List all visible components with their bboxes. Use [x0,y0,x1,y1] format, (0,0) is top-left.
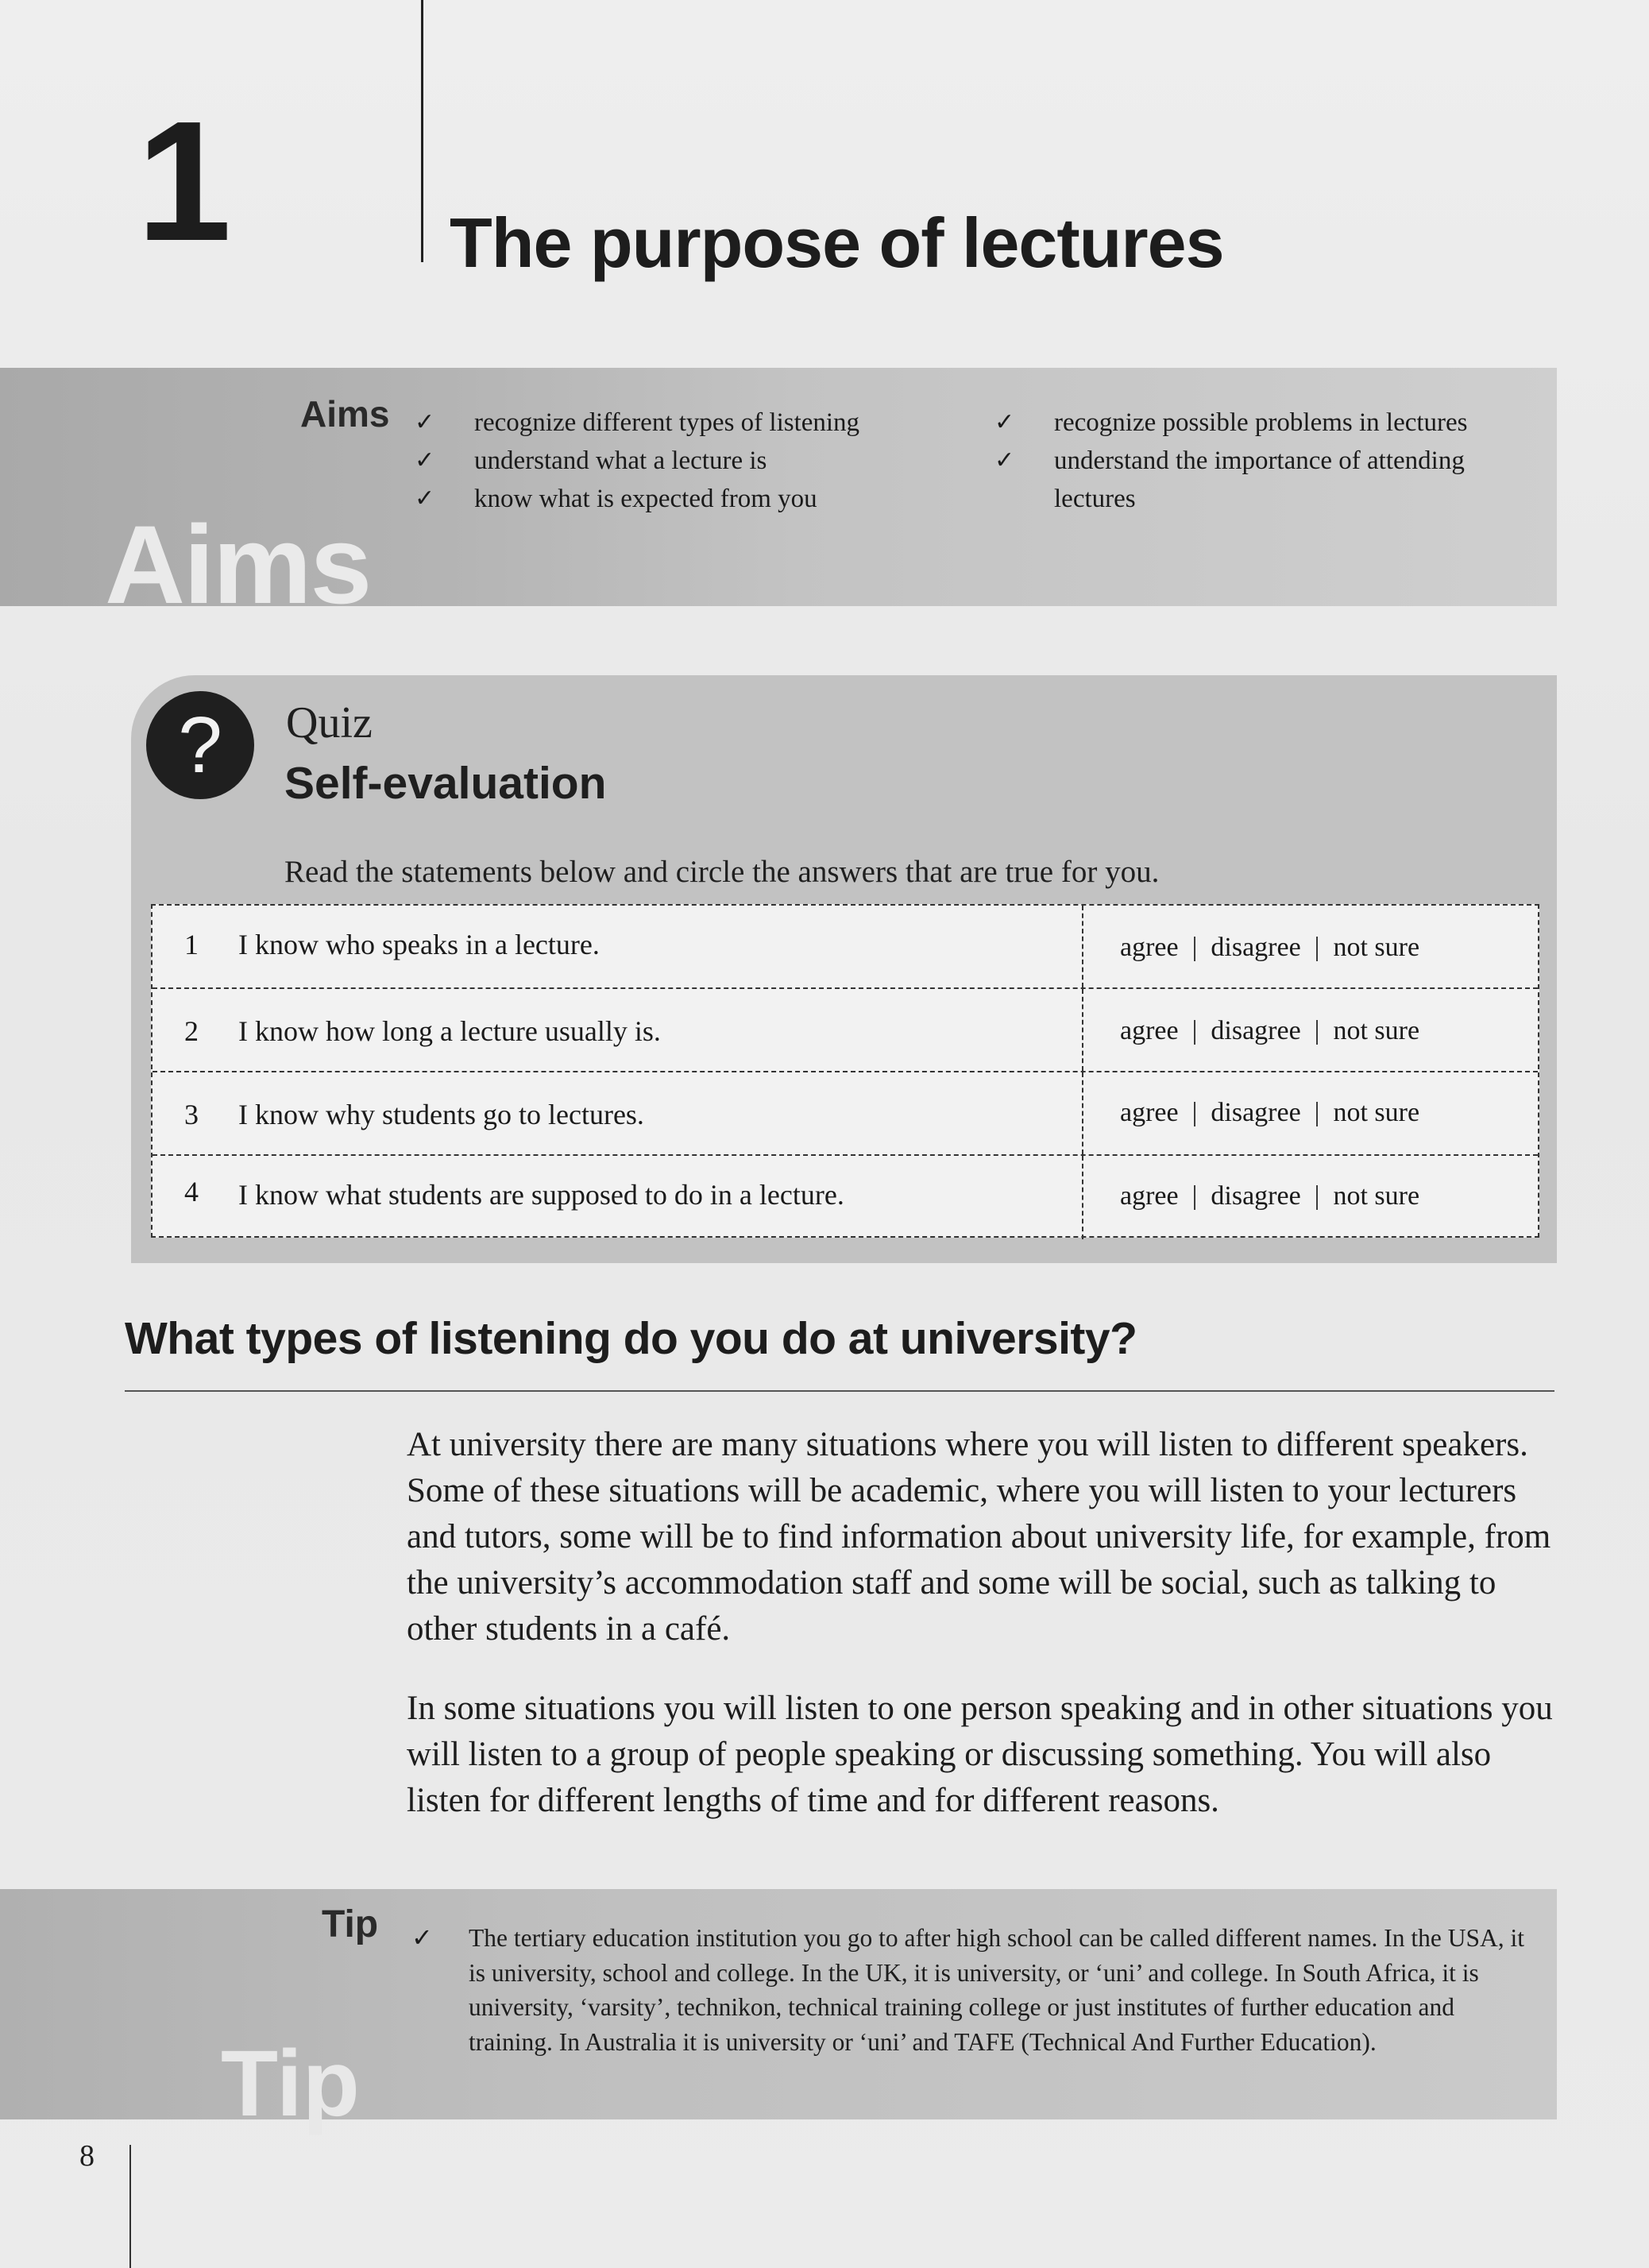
question-mark-icon: ? [146,691,254,799]
check-icon: ✓ [415,408,435,436]
body-paragraph: At university there are many situations where you will listen to different speakers. Some of these situations will be academic, where you will listen to your lecturers and tutors, some will be to find information about university life, for example, from the university’s accommodation staff and some will be social, such as talking to other students in a café. [407,1426,1551,1648]
statement-number: 4 [184,1176,199,1207]
page-number: 8 [79,2139,95,2173]
chapter-number: 1 [137,85,232,276]
aims-item-text: recognize possible problems in lectures [1054,408,1468,437]
statement-text: I know how long a lecture usually is. [238,1015,661,1047]
check-icon: ✓ [415,485,435,512]
quiz-table [151,904,1539,1238]
answer-options[interactable]: agree | disagree | not sure [1120,1098,1420,1127]
aims-item [415,442,955,480]
tip-text: The tertiary education institution you go to after high school can be called different names. In the USA, it is university, school and college. In the UK, it is university, or ‘uni’ and college. In South Africa, it is university, ‘varsity’, technikon, technical training college or just institutes of further education and training. In Australia it is university or ‘uni’ and TAFE (Technical And Further Education). [469,1924,1525,2056]
body-paragraph: In some situations you will listen to one person speaking and in other situations you will listen to a group of people speaking or discussing something. You will also listen for different lengths of time and for different reasons. [407,1690,1553,1819]
check-icon: ✓ [994,408,1015,436]
aims-item [994,404,1551,442]
statement-text: I know who speaks in a lecture. [238,929,600,960]
table-row [153,1156,1538,1239]
table-row [153,906,1538,989]
aims-item [415,404,955,442]
check-icon: ✓ [411,1922,433,1953]
quiz-instruction: Read the statements below and circle the answers that are true for you. [284,855,1160,889]
table-row [153,1072,1538,1156]
tip-ghost-label: Tip [221,2031,360,2136]
statement-text: I know what students are supposed to do in a lecture. [238,1179,844,1211]
statement-number: 3 [184,1099,199,1130]
aims-list-right [994,404,1551,518]
aims-item-text: recognize different types of listening [474,408,860,437]
statement-number: 1 [184,929,199,960]
aims-ghost-label: Aims [105,502,371,627]
column-divider [1082,906,1083,987]
statement-text: I know why students go to lectures. [238,1099,644,1130]
check-icon: ✓ [415,446,435,474]
aims-item [415,480,955,518]
answer-options[interactable]: agree | disagree | not sure [1120,1016,1420,1045]
column-divider [1082,1156,1083,1239]
quiz-subtitle: Self-evaluation [284,758,607,809]
chapter-divider [421,0,423,262]
aims-item [994,442,1551,518]
column-divider [1082,989,1083,1071]
aims-label: Aims [300,393,390,435]
aims-item-text: know what is expected from you [474,485,817,513]
chapter-title: The purpose of lectures [450,203,1224,282]
table-row [153,989,1538,1072]
tip-label: Tip [322,1903,379,1945]
section-heading: What types of listening do you do at university? [125,1313,1137,1364]
column-divider [1082,1072,1083,1154]
statement-number: 2 [184,1015,199,1047]
aims-list-left [415,404,955,518]
aims-item-text: understand what a lecture is [474,446,767,475]
aims-item-text: understand the importance of attending lectures [1054,446,1465,513]
section-rule [125,1390,1554,1392]
footer-rule [129,2145,131,2268]
answer-options[interactable]: agree | disagree | not sure [1120,933,1420,962]
quiz-label: Quiz [286,698,373,748]
answer-options[interactable]: agree | disagree | not sure [1120,1181,1420,1211]
check-icon: ✓ [994,446,1015,474]
